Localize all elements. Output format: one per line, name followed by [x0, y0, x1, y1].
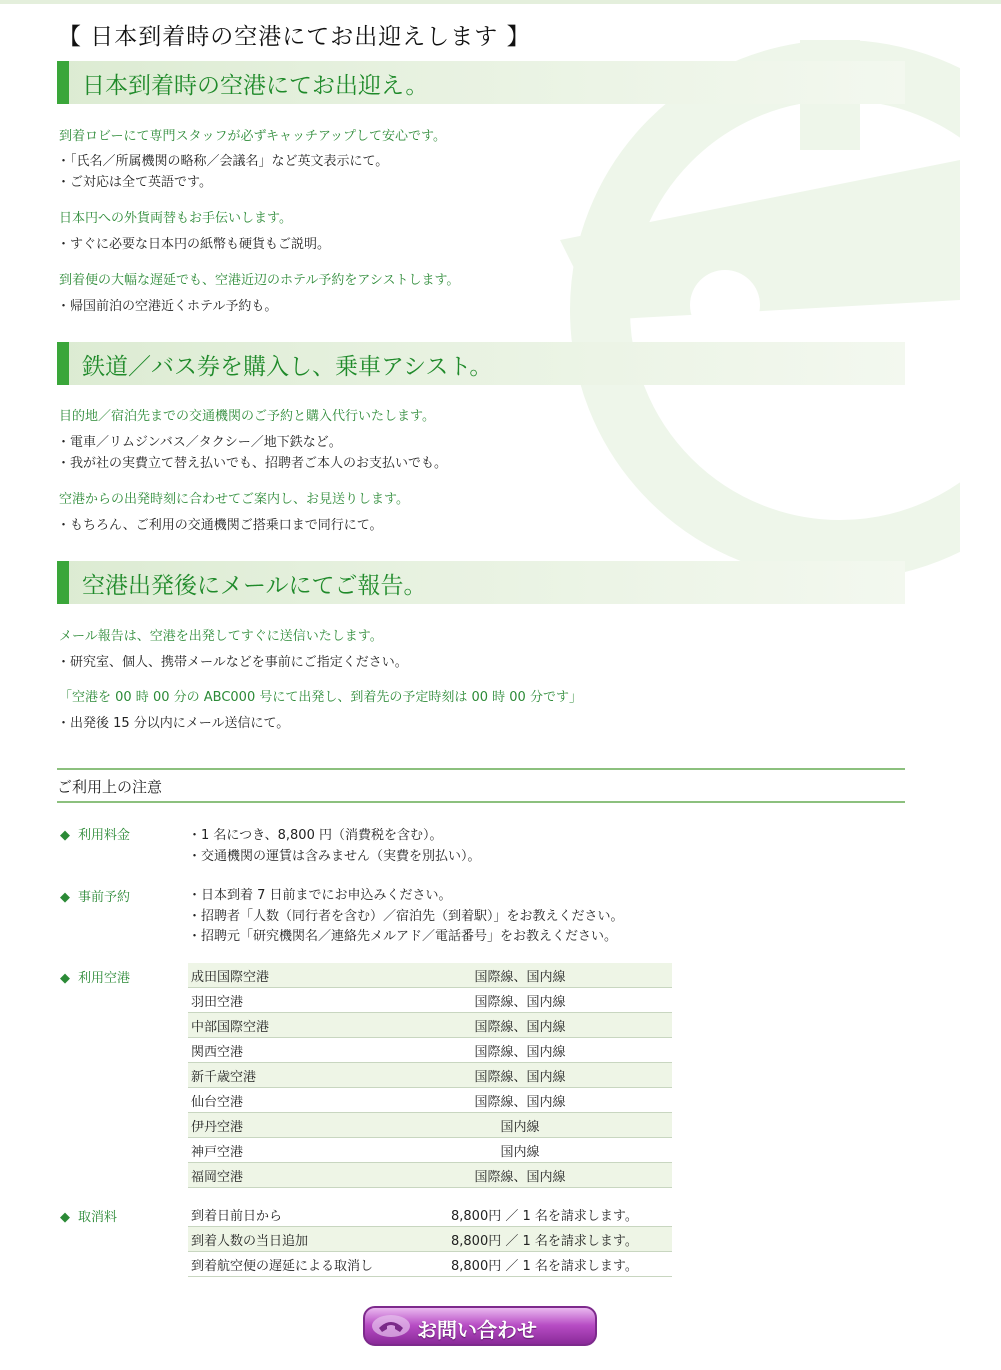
cancel-fee-table [188, 1202, 672, 1277]
heading-accent-bar [57, 342, 69, 385]
section-heading-text: 空港出発後にメールにてご報告。 [82, 573, 427, 599]
reservation-line: ・日本到着 7 日前までにお申込みください。 [188, 888, 452, 903]
table-row: 仙台空港 国際線、国内線 [188, 1088, 672, 1113]
notes-title: ご利用上の注意 [57, 778, 163, 796]
table-row: 羽田空港 国際線、国内線 [188, 988, 672, 1013]
section-line: ・ご対応は全て英語です。 [57, 175, 212, 190]
table-row: 福岡空港 国際線、国内線 [188, 1163, 672, 1188]
table-row: 伊丹空港 国内線 [188, 1113, 672, 1138]
fee-line: ・1 名につき、8,800 円（消費税を含む）。 [188, 828, 443, 843]
section-heading-pickup [57, 61, 905, 104]
section-line: ・我が社の実費立て替え払いでも、招聘者ご本人のお支払いでも。 [57, 456, 448, 471]
notes-bottom-rule [57, 801, 905, 803]
reservation-line: ・招聘者「人数（同行者を含む）／宿泊先（到着駅）」をお教えください。 [188, 909, 624, 924]
table-row: 到着航空便の遅延による取消し 8,800円 ／ 1 名を請求します。 [188, 1252, 672, 1277]
section-heading-text: 日本到着時の空港にてお出迎え。 [82, 73, 429, 99]
section-line: ・出発後 15 分以内にメール送信にて。 [57, 716, 290, 731]
section-line: ・帰国前泊の空港近くホテル予約も。 [57, 299, 278, 314]
section-lead: 「空港を 00 時 00 分の ABC000 号にて出発し、到着先の予定時刻は 00 時 00 分です」 [59, 690, 582, 705]
airports-label: ◆ 利用空港 [60, 971, 131, 986]
section-heading-transport [57, 342, 905, 385]
notes-top-rule [57, 768, 905, 770]
airplane-watermark-icon [540, 40, 960, 640]
section-line: ・研究室、個人、携帯メールなどを事前にご指定ください。 [57, 655, 408, 670]
section-lead: 空港からの出発時刻に合わせてご案内し、お見送りします。 [59, 492, 409, 507]
diamond-bullet-icon: ◆ [60, 971, 70, 986]
section-lead: 到着便の大幅な遅延でも、空港近辺のホテル予約をアシストします。 [59, 273, 460, 288]
reservation-label: ◆ 事前予約 [60, 890, 131, 905]
table-row: 到着日前日から 8,800円 ／ 1 名を請求します。 [188, 1202, 672, 1227]
heading-accent-bar [57, 61, 69, 104]
section-line: ・もちろん、ご利用の交通機関ご搭乗口まで同行にて。 [57, 518, 383, 533]
heading-accent-bar [57, 561, 69, 604]
contact-button[interactable] [363, 1306, 597, 1346]
diamond-bullet-icon: ◆ [60, 828, 70, 843]
table-row: 成田国際空港 国際線、国内線 [188, 963, 672, 988]
table-row: 関西空港 国際線、国内線 [188, 1038, 672, 1063]
section-lead: 到着ロビーにて専門スタッフが必ずキャッチアップして安心です。 [59, 129, 447, 144]
diamond-bullet-icon: ◆ [60, 890, 70, 905]
table-row: 中部国際空港 国際線、国内線 [188, 1013, 672, 1038]
diamond-bullet-icon: ◆ [60, 1210, 70, 1225]
page-title: 【 日本到着時の空港にてお出迎えします 】 [58, 24, 531, 50]
cancel-label: ◆ 取消料 [60, 1210, 118, 1225]
table-row: 到着人数の当日追加 8,800円 ／ 1 名を請求します。 [188, 1227, 672, 1252]
section-lead: 目的地／宿泊先までの交通機関のご予約と購入代行いたします。 [59, 409, 435, 424]
section-line: ・すぐに必要な日本円の紙幣も硬貨もご説明。 [57, 237, 331, 252]
fee-line: ・交通機関の運賃は含みません（実費を別払い）。 [188, 849, 481, 864]
reservation-line: ・招聘元「研究機関名／連絡先メルアド／電話番号」をお教えください。 [188, 929, 618, 944]
section-lead: 日本円への外貨両替もお手伝いします。 [59, 211, 292, 226]
airports-table [188, 963, 672, 1188]
section-heading-report [57, 561, 905, 604]
contact-button-label: お問い合わせ [417, 1318, 537, 1342]
section-line: ・電車／リムジンバス／タクシー／地下鉄など。 [57, 435, 342, 450]
phone-icon [371, 1314, 411, 1338]
section-lead: メール報告は、空港を出発してすぐに送信いたします。 [59, 629, 383, 644]
section-line: ・「氏名／所属機関の略称／会議名」など英文表示にて。 [57, 154, 389, 169]
top-divider [0, 0, 1001, 4]
fee-label: ◆ 利用料金 [60, 828, 131, 843]
table-row: 新千歳空港 国際線、国内線 [188, 1063, 672, 1088]
section-heading-text: 鉄道／バス券を購入し、乗車アシスト。 [82, 354, 493, 380]
table-row: 神戸空港 国内線 [188, 1138, 672, 1163]
